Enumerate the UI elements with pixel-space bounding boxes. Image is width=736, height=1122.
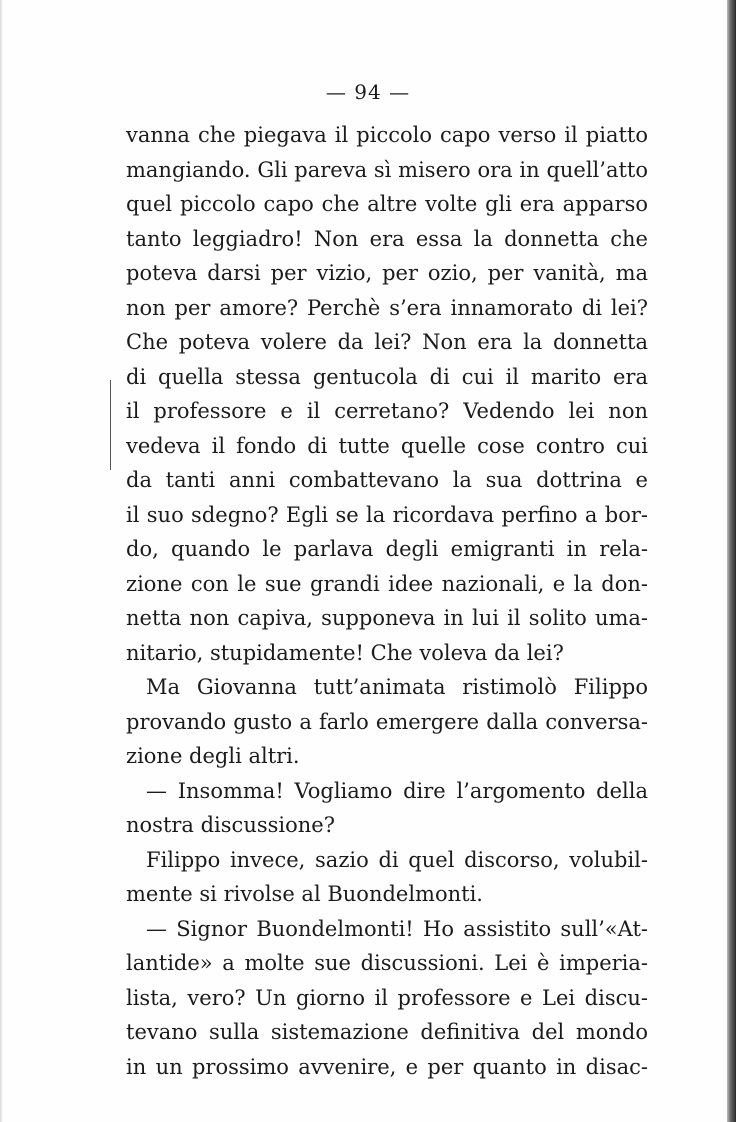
text-line: non per amore? Perchè s’era innamorato di lei? [126,295,648,320]
text-line: — Signor Buondelmonti! Ho assistito sull’«At- [146,916,648,941]
text-line: Ma Giovanna tutt’animata ristimolò Filippo [146,675,648,699]
scan-edge-left [0,0,3,1122]
text-line: mangiando. Gli pareva sì misero ora in quell’atto [126,157,648,182]
text-line: do, quando le parlava degli emigranti in rela- [126,537,648,561]
text-line: tanto leggiadro! Non era essa la donnetta che [126,226,648,251]
text-line: in un prossimo avvenire, e per quanto in disac- [126,1054,648,1079]
text-line: quel piccolo capo che altre volte gli era apparso [126,192,648,216]
text-line: il professore e il cerretano? Vedendo lei non [126,399,648,423]
body-text [126,118,648,1084]
text-line: poteva darsi per vizio, per ozio, per vanità, ma [126,261,648,285]
text-line: lantide» a molte sue discussioni. Lei è imperia- [126,951,648,975]
text-line: mente si rivolse al Buondelmonti. [126,882,483,906]
margin-mark [110,380,111,470]
text-line: di quella stessa gentucola di cui il marito era [126,364,648,389]
text-line: Che poteva volere da lei? Non era la donnetta [126,330,648,354]
text-line: da tanti anni combattevano la sua dottrina e [126,468,648,492]
text-line: vedeva il fondo di tutte quelle cose contro cui [126,433,648,458]
text-line: nitario, stupidamente! Che voleva da lei? [126,640,564,665]
text-line: — Insomma! Vogliamo dire l’argomento della [146,778,648,803]
text-line: zione degli altri. [126,744,300,768]
text-line: nostra discussione? [126,813,335,837]
text-line: il suo sdegno? Egli se la ricordava perfino a bor- [126,502,648,527]
text-line: zione con le sue grandi idee nazionali, e la don- [126,571,648,596]
text-line: tevano sulla sistemazione definitiva del mondo [126,1020,648,1044]
scan-edge-right [727,0,736,1122]
page-number: — 94 — [325,80,411,104]
text-line: lista, vero? Un giorno il professore e Lei discu- [126,985,648,1010]
text-line: netta non capiva, supponeva in lui il solito uma- [126,606,648,630]
text-line: provando gusto a farlo emergere dalla conversa- [126,709,648,734]
text-line: Filippo invece, sazio di quel discorso, volubil- [146,847,648,872]
text-line: vanna che piegava il piccolo capo verso il piatto [126,123,648,147]
